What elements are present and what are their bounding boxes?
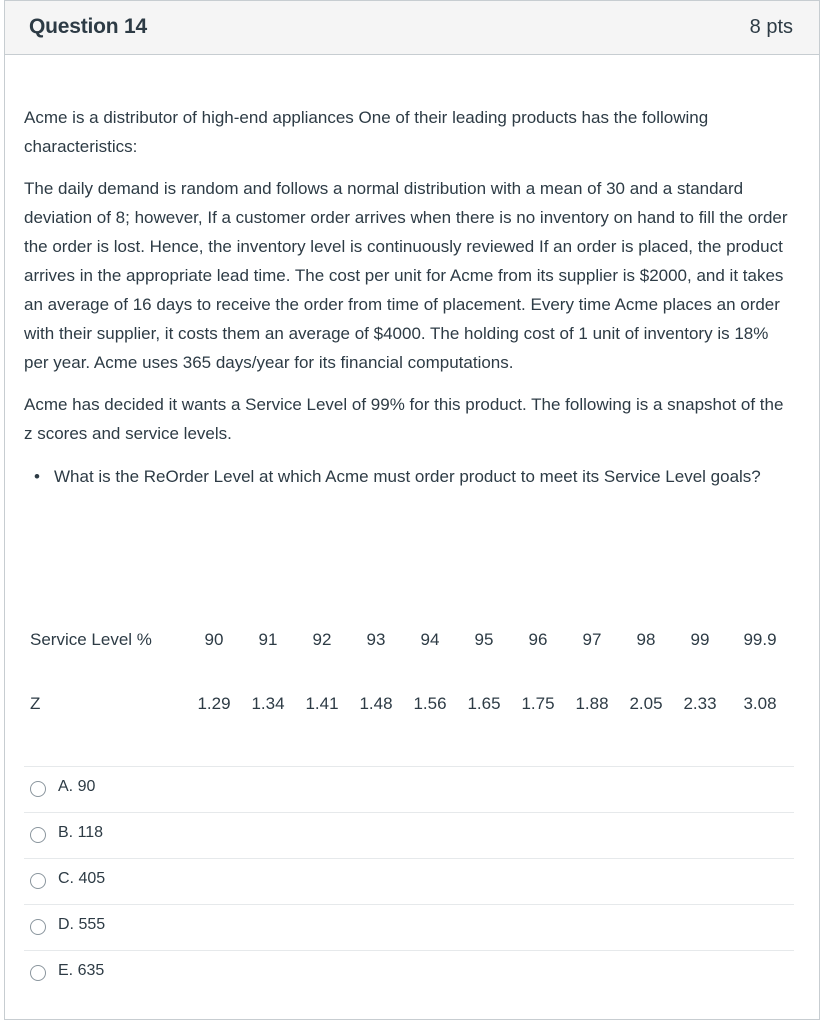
z-score-cell: 2.05 (629, 694, 663, 713)
service-level-cell: 97 (582, 630, 602, 649)
service-level-cell: 92 (312, 630, 332, 649)
z-header: Z (30, 694, 41, 713)
z-score-cell: 1.88 (575, 694, 609, 713)
z-score-cell: 1.48 (359, 694, 393, 713)
paragraph-intro: Acme is a distributor of high-end appliances One of their leading products has the following characteristics: (24, 108, 709, 156)
answer-option-c[interactable] (24, 858, 794, 904)
radio-button[interactable] (30, 873, 46, 889)
service-level-cell: 99 (690, 630, 710, 649)
z-score-cell: 1.65 (467, 694, 501, 713)
service-level-cell: 95 (474, 630, 494, 649)
radio-button[interactable] (30, 781, 46, 797)
answer-label[interactable]: D. 555 (58, 916, 106, 933)
paragraph-service-level: Acme has decided it wants a Service Level of 99% for this product. The following is a snapshot of the z scores and service levels. (24, 395, 784, 443)
question-header (5, 1, 819, 55)
question-text (24, 103, 790, 491)
answer-option-a[interactable] (24, 766, 794, 812)
paragraph-details: The daily demand is random and follows a normal distribution with a mean of 30 and a standard deviation of 8; however, If a customer order arrives when there is no inventory on hand to fill the order the order is lost. Hence, the inventory level is continuously reviewed If an order is placed, the product arrives in the appropriate lead time. The cost per unit for Acme from its supplier is $2000, and it takes an average of 16 days to receive the order from time of placement. Every time Acme places an order with their supplier, it costs them an average of $4000. The holding cost of 1 unit of inventory is 18% per year. Acme uses 365 days/year for its financial computations. (24, 179, 788, 372)
question-title: Question 14 (29, 15, 147, 38)
radio-button[interactable] (30, 965, 46, 981)
question-bullets (34, 462, 790, 491)
z-score-cell: 1.75 (521, 694, 555, 713)
service-level-cell: 99.9 (743, 630, 777, 649)
z-score-cell: 1.41 (305, 694, 339, 713)
service-level-cell: 96 (528, 630, 548, 649)
z-score-cell: 2.33 (683, 694, 717, 713)
answer-label[interactable]: C. 405 (58, 870, 106, 887)
z-score-cell: 1.29 (197, 694, 231, 713)
z-score-cell: 1.56 (413, 694, 447, 713)
service-level-cell: 98 (636, 630, 656, 649)
service-level-header: Service Level % (30, 630, 152, 649)
answer-option-d[interactable] (24, 904, 794, 950)
answer-label[interactable]: A. 90 (58, 778, 96, 795)
answer-option-b[interactable] (24, 812, 794, 858)
radio-button[interactable] (30, 827, 46, 843)
answer-label[interactable]: E. 635 (58, 962, 105, 979)
service-level-cell: 94 (420, 630, 440, 649)
service-level-cell: 90 (204, 630, 224, 649)
question-points: 8 pts (749, 16, 793, 38)
answer-option-e[interactable] (24, 950, 794, 996)
z-score-cell: 1.34 (251, 694, 285, 713)
bullet-text: What is the ReOrder Level at which Acme must order product to meet its Service Level goals? (54, 467, 761, 486)
bullet-item: • What is the ReOrder Level at which Acme must order product to meet its Service Level goals? (34, 467, 761, 486)
z-score-cell: 3.08 (743, 694, 777, 713)
radio-button[interactable] (30, 919, 46, 935)
answer-list (24, 766, 794, 996)
service-level-cell: 91 (258, 630, 278, 649)
service-level-cell: 93 (366, 630, 386, 649)
answer-label[interactable]: B. 118 (58, 824, 104, 841)
